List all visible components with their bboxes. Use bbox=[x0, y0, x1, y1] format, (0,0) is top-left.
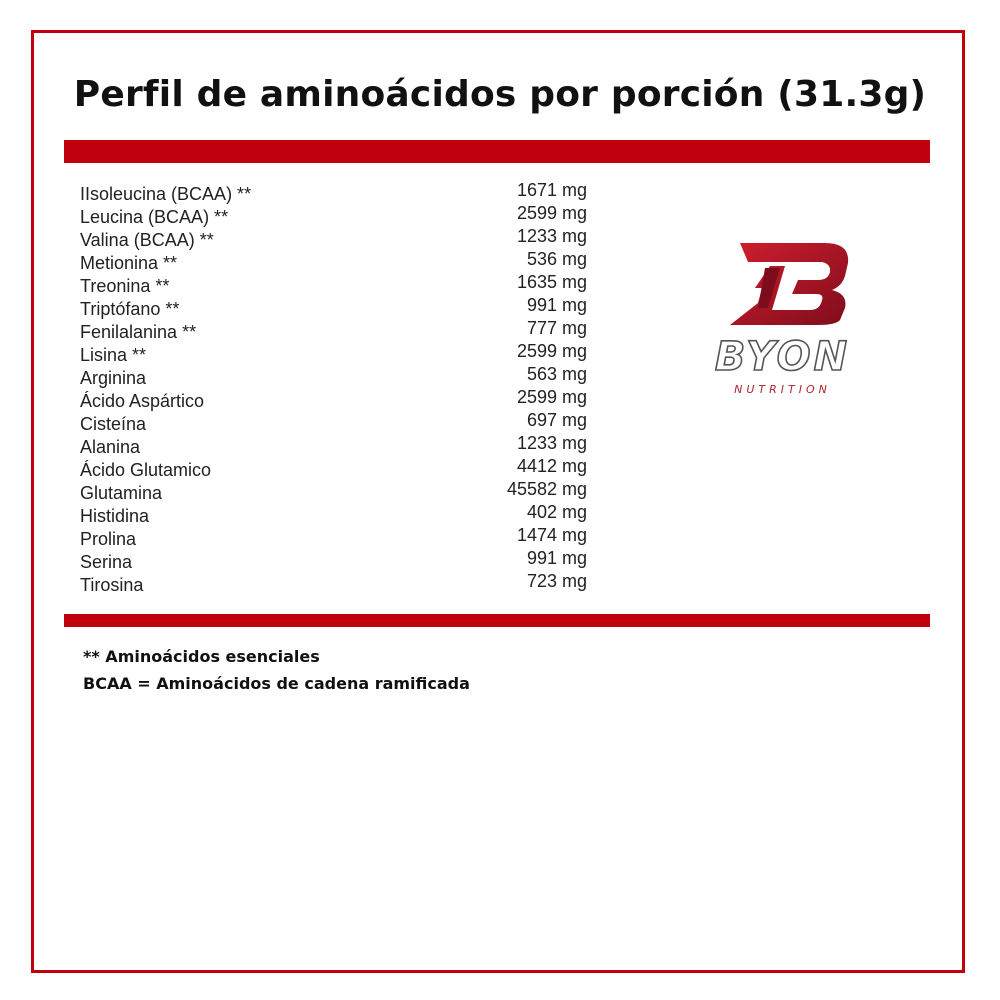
amino-acid-name: Prolina bbox=[80, 529, 137, 549]
amino-acid-row bbox=[80, 180, 600, 203]
amino-acid-name: Fenilalanina ** bbox=[80, 322, 197, 342]
amino-acid-name: Ácido Aspártico bbox=[80, 391, 205, 411]
amino-acid-name: Serina bbox=[80, 552, 133, 572]
amino-acid-name: Tirosina bbox=[80, 575, 144, 595]
amino-acid-name: Lisina ** bbox=[80, 345, 147, 365]
amino-acid-row bbox=[80, 525, 600, 548]
amino-acid-name: Alanina bbox=[80, 437, 141, 457]
amino-acid-row bbox=[80, 203, 600, 226]
amino-acid-row bbox=[80, 479, 600, 502]
amino-acid-row bbox=[80, 571, 600, 594]
bottom-divider-bar bbox=[64, 614, 930, 627]
brand-name: BYON bbox=[714, 334, 851, 380]
amino-acid-row bbox=[80, 410, 600, 433]
page-title: Perfil de aminoácidos por porción (31.3g) bbox=[73, 74, 927, 115]
bcaa-note: BCAA = Aminoácidos de cadena ramificada bbox=[83, 674, 470, 693]
amino-acid-row bbox=[80, 387, 600, 410]
amino-acid-amount: 402 mg bbox=[526, 502, 587, 522]
brand-subtitle: NUTRITION bbox=[734, 383, 831, 396]
amino-acid-amount: 697 mg bbox=[526, 410, 587, 430]
amino-acid-row bbox=[80, 548, 600, 571]
amino-acid-row bbox=[80, 502, 600, 525]
amino-acid-amount: 2599 mg bbox=[516, 387, 587, 407]
amino-acid-amount: 1671 mg bbox=[516, 180, 587, 200]
amino-acid-row bbox=[80, 364, 600, 387]
amino-acid-name: Glutamina bbox=[80, 483, 163, 503]
essential-note: ** Aminoácidos esenciales bbox=[83, 647, 320, 666]
amino-acid-name: Triptófano ** bbox=[80, 299, 180, 319]
amino-acid-amount: 777 mg bbox=[526, 318, 587, 338]
amino-acid-name: Leucina (BCAA) ** bbox=[80, 207, 229, 227]
amino-acid-row bbox=[80, 295, 600, 318]
amino-acid-row bbox=[80, 341, 600, 364]
amino-acid-amount: 991 mg bbox=[526, 548, 587, 568]
amino-acid-amount: 991 mg bbox=[526, 295, 587, 315]
amino-acid-row bbox=[80, 318, 600, 341]
amino-acid-name: Treonina ** bbox=[80, 276, 170, 296]
amino-acid-amount: 2599 mg bbox=[516, 203, 587, 223]
amino-acid-amount: 563 mg bbox=[526, 364, 587, 384]
amino-acid-amount: 45582 mg bbox=[506, 479, 587, 499]
amino-acid-row bbox=[80, 249, 600, 272]
amino-acid-list bbox=[80, 180, 600, 594]
amino-acid-name: Histidina bbox=[80, 506, 150, 526]
amino-acid-amount: 1233 mg bbox=[516, 433, 587, 453]
amino-acid-amount: 1233 mg bbox=[516, 226, 587, 246]
amino-acid-name: IIsoleucina (BCAA) ** bbox=[80, 184, 252, 204]
amino-acid-row bbox=[80, 456, 600, 479]
amino-acid-amount: 1474 mg bbox=[516, 525, 587, 545]
amino-acid-name: Cisteína bbox=[80, 414, 147, 434]
footnotes bbox=[83, 647, 470, 701]
amino-acid-amount: 536 mg bbox=[526, 249, 587, 269]
amino-acid-amount: 723 mg bbox=[526, 571, 587, 591]
amino-acid-row bbox=[80, 272, 600, 295]
amino-acid-amount: 2599 mg bbox=[516, 341, 587, 361]
amino-acid-row bbox=[80, 433, 600, 456]
amino-acid-name: Metionina ** bbox=[80, 253, 178, 273]
amino-acid-amount: 4412 mg bbox=[516, 456, 587, 476]
amino-acid-name: Ácido Glutamico bbox=[80, 460, 212, 480]
amino-acid-amount: 1635 mg bbox=[516, 272, 587, 292]
amino-acid-name: Valina (BCAA) ** bbox=[80, 230, 214, 250]
amino-acid-row bbox=[80, 226, 600, 249]
amino-acid-name: Arginina bbox=[80, 368, 147, 388]
top-divider-bar bbox=[64, 140, 930, 163]
